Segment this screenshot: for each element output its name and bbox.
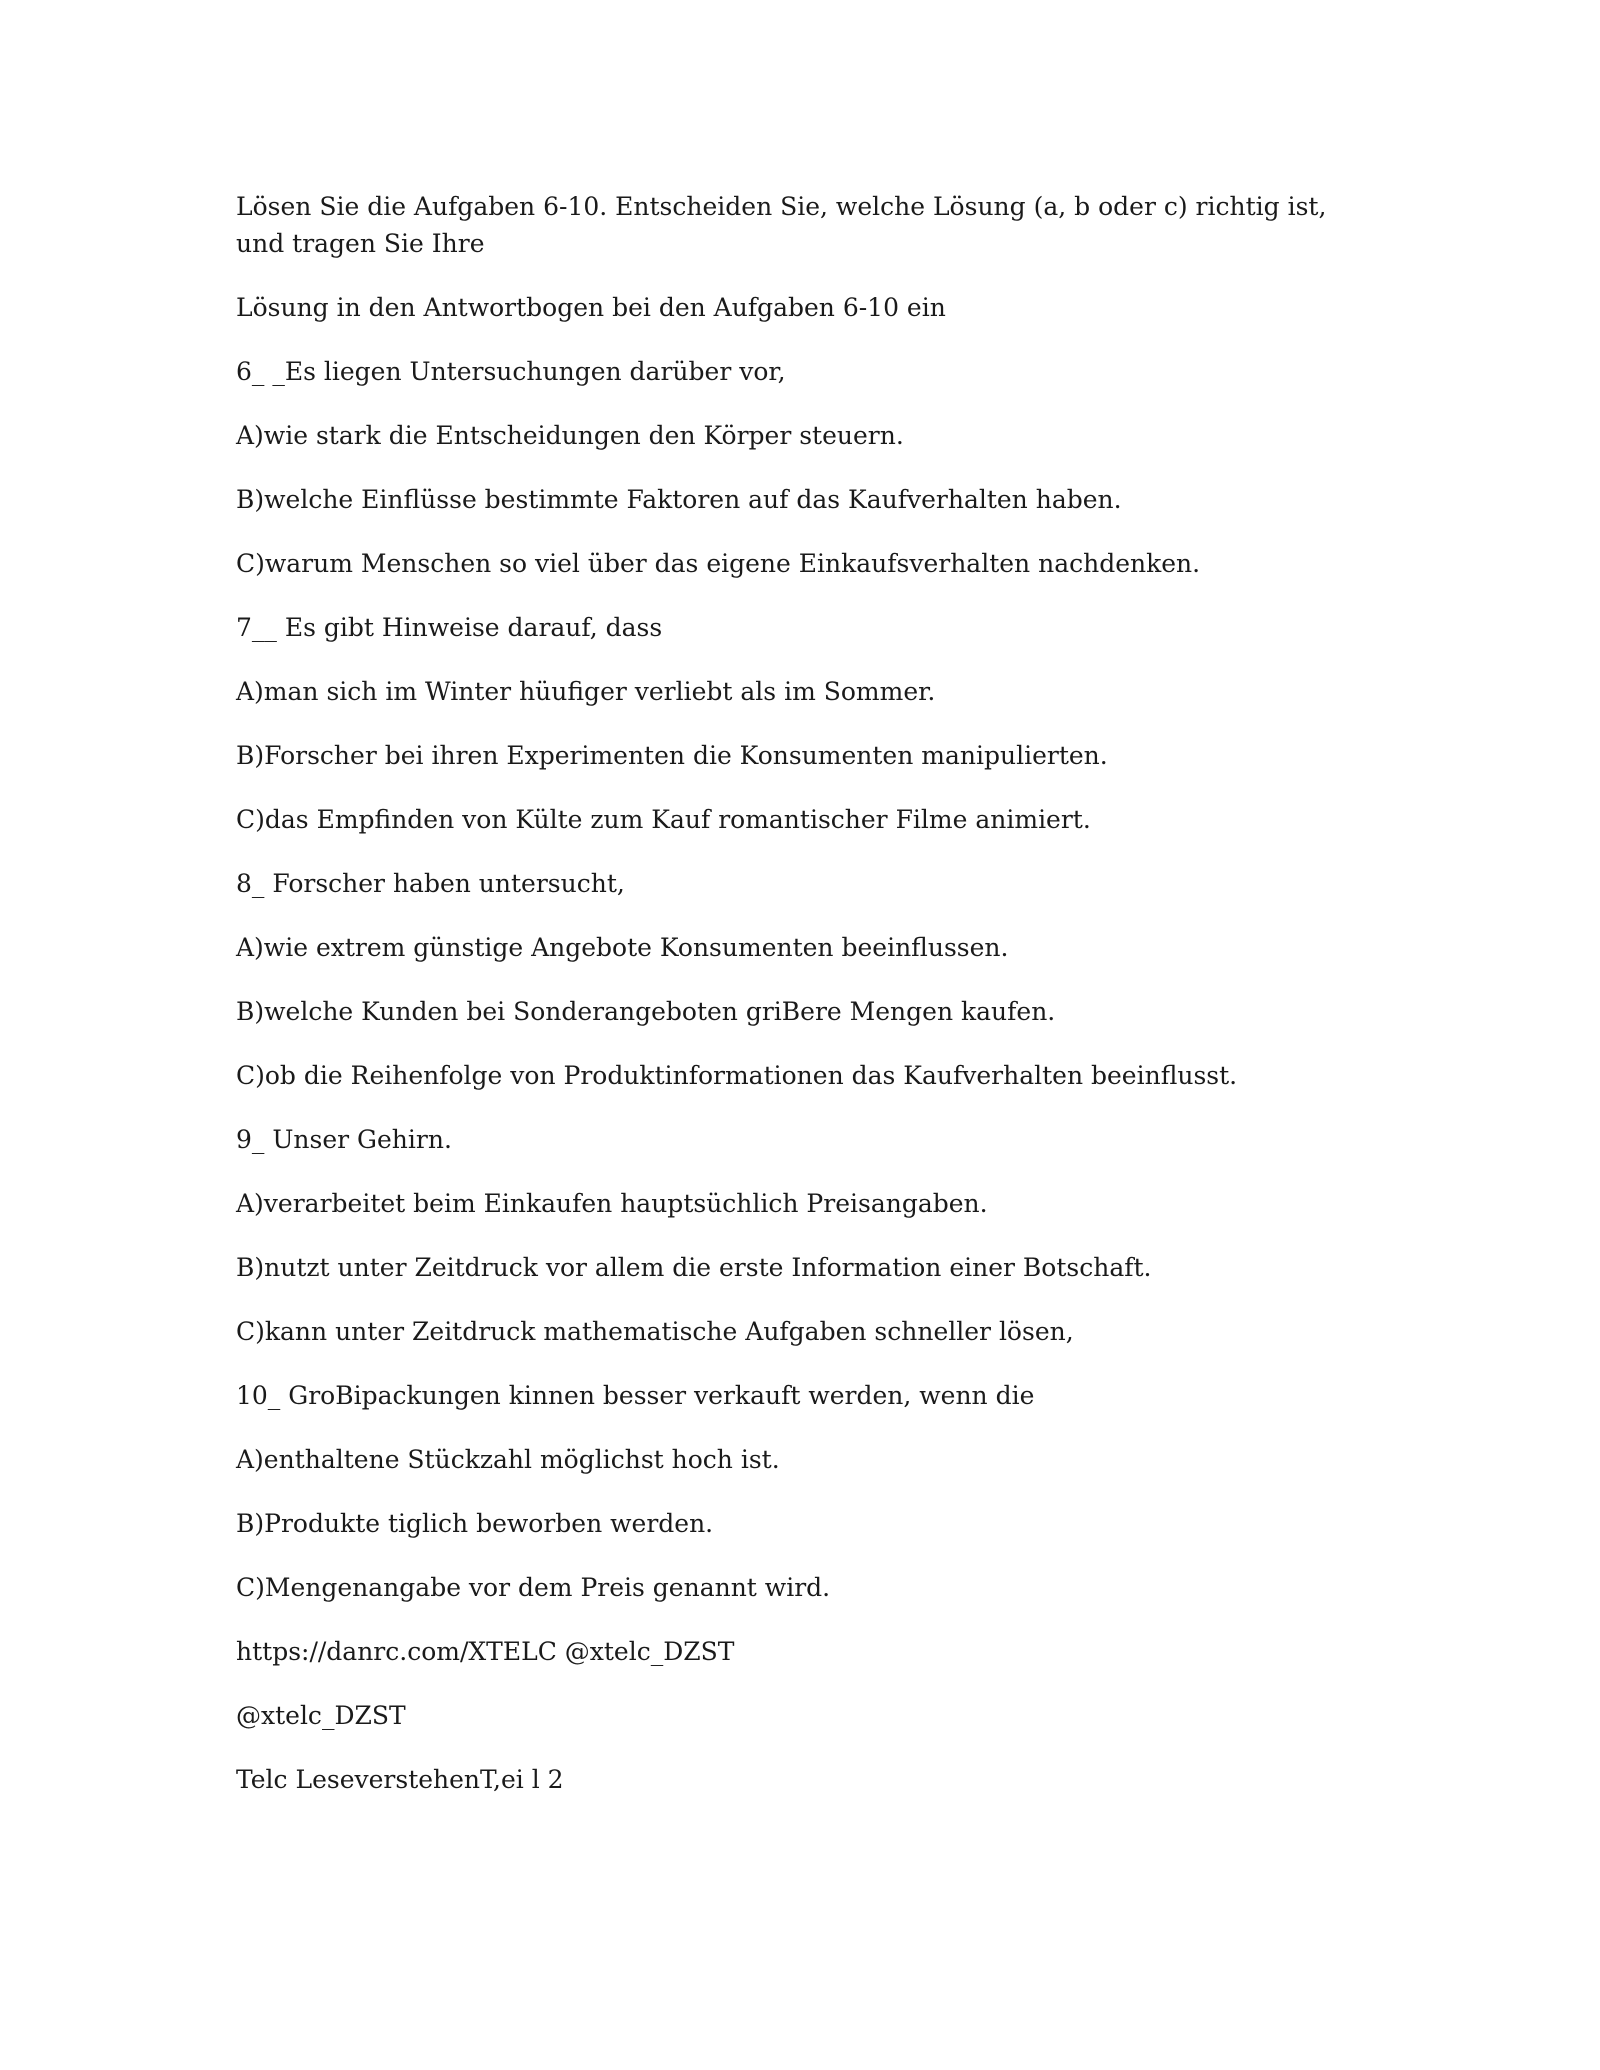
footer-handle: @xtelc_DZST: [236, 1701, 406, 1730]
question-9-option-a: A)verarbeitet beim Einkaufen hauptsüchlich Preisangaben.: [236, 1189, 988, 1218]
question-7-stem: 7__ Es gibt Hinweise darauf, dass: [236, 613, 663, 642]
question-9-option-c: C)kann unter Zeitdruck mathematische Aufgaben schneller lösen,: [236, 1317, 1074, 1346]
question-10-option-c: C)Mengenangabe vor dem Preis genannt wird.: [236, 1573, 831, 1602]
question-7-option-c: C)das Empfinden von Külte zum Kauf romantischer Filme animiert.: [236, 805, 1091, 834]
footer-title: Telc LeseverstehenT,ei l 2: [236, 1765, 564, 1794]
question-7-option-b: B)Forscher bei ihren Experimenten die Konsumenten manipulierten.: [236, 741, 1108, 770]
question-6-option-b: B)welche Einflüsse bestimmte Faktoren auf das Kaufverhalten haben.: [236, 485, 1122, 514]
question-9-stem: 9_ Unser Gehirn.: [236, 1125, 452, 1154]
question-8-option-a: A)wie extrem günstige Angebote Konsumenten beeinflussen.: [236, 933, 1009, 962]
question-8-option-b: B)welche Kunden bei Sonderangeboten griBere Mengen kaufen.: [236, 997, 1056, 1026]
footer-link: https://danrc.com/XTELC @xtelc_DZST: [236, 1637, 735, 1666]
question-10-option-a: A)enthaltene Stückzahl möglichst hoch ist.: [236, 1445, 780, 1474]
question-6-option-a: A)wie stark die Entscheidungen den Körper steuern.: [236, 421, 904, 450]
instruction-line-2: Lösung in den Antwortbogen bei den Aufgaben 6-10 ein: [236, 293, 946, 322]
question-9-option-b: B)nutzt unter Zeitdruck vor allem die erste Information einer Botschaft.: [236, 1253, 1152, 1282]
question-10-option-b: B)Produkte tiglich beworben werden.: [236, 1509, 714, 1538]
question-8-stem: 8_ Forscher haben untersucht,: [236, 869, 625, 898]
document-body: [236, 188, 1376, 1825]
question-8-option-c: C)ob die Reihenfolge von Produktinformationen das Kaufverhalten beeinflusst.: [236, 1061, 1238, 1090]
question-6-option-c: C)warum Menschen so viel über das eigene Einkaufsverhalten nachdenken.: [236, 549, 1201, 578]
question-6-stem: 6_ _Es liegen Untersuchungen darüber vor,: [236, 357, 786, 386]
question-7-option-a: A)man sich im Winter hüufiger verliebt als im Sommer.: [236, 677, 936, 706]
question-10-stem: 10_ GroBipackungen kinnen besser verkauft werden, wenn die: [236, 1381, 1035, 1410]
instruction-line-1: Lösen Sie die Aufgaben 6-10. Entscheiden Sie, welche Lösung (a, b oder c) richtig ist, und tragen Sie Ihre: [236, 192, 1327, 258]
